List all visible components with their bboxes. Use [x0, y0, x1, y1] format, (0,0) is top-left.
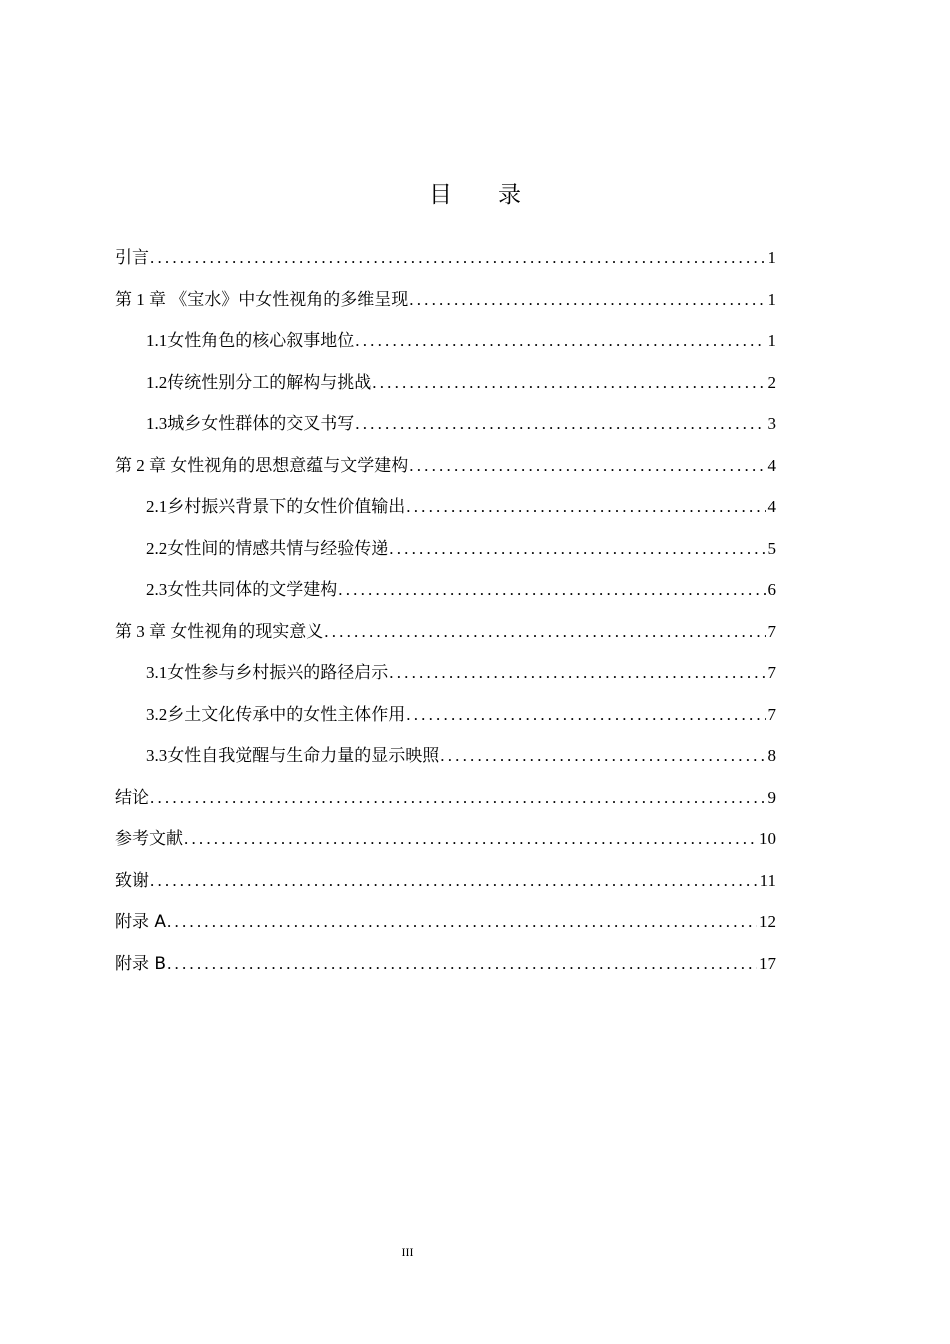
- toc-entry-page: 7: [767, 663, 776, 682]
- toc-entry-page: 4: [767, 497, 776, 516]
- toc-leader-dots: [184, 821, 757, 857]
- toc-entry-label: 城乡女性群体的交叉书写: [167, 414, 355, 434]
- toc-entry-label: 乡土文化传承中的女性主体作用: [167, 704, 406, 725]
- toc-leader-dots: [150, 240, 766, 276]
- toc-entry-acknowledgements[interactable]: [115, 863, 776, 905]
- toc-entry-label: 女性自我觉醒与生命力量的显示映照: [167, 746, 440, 766]
- toc-entry-page: 10: [759, 829, 776, 848]
- toc-entry-section-1-2[interactable]: [115, 365, 776, 407]
- toc-entry-label: 传统性别分工的解构与挑战: [167, 372, 372, 393]
- toc-entry-section-2-3[interactable]: [115, 572, 776, 614]
- toc-entry-page: 12: [759, 912, 776, 931]
- toc-entry-chapter-1[interactable]: [115, 282, 776, 324]
- toc-entry-number: 2.3: [146, 580, 168, 599]
- page-number-footer: III: [401, 1245, 414, 1259]
- toc-leader-dots: [150, 863, 758, 899]
- toc-entry-page: 7: [767, 621, 776, 641]
- toc-entry-page: 1: [767, 331, 776, 350]
- toc-entry-section-3-2[interactable]: [115, 697, 776, 739]
- toc-entry-page: 9: [767, 787, 776, 807]
- toc-leader-dots: [324, 614, 765, 650]
- toc-entry-page: 7: [767, 704, 776, 724]
- toc-leader-dots: [409, 282, 765, 318]
- toc-entry-label: 参考文献: [115, 829, 183, 849]
- toc-leader-dots: [389, 531, 765, 567]
- toc-entry-page: 1: [767, 248, 776, 267]
- table-of-contents: [115, 240, 776, 987]
- toc-leader-dots: [150, 780, 766, 816]
- toc-entry-label: 附录 B: [115, 953, 167, 974]
- toc-entry-number: 2.1: [146, 497, 168, 516]
- toc-entry-section-1-1[interactable]: [115, 323, 776, 365]
- toc-entry-number: 1.1: [146, 331, 168, 350]
- toc-entry-number: 2.2: [146, 538, 168, 558]
- toc-entry-page: 1: [767, 289, 776, 309]
- toc-leader-dots: [167, 946, 757, 982]
- toc-leader-dots: [355, 406, 765, 442]
- toc-entry-section-2-1[interactable]: [115, 489, 776, 531]
- toc-entry-section-1-3[interactable]: [115, 406, 776, 448]
- toc-entry-page: 2: [767, 372, 776, 392]
- toc-entry-number: 第 3 章: [115, 621, 171, 641]
- toc-entry-page: 3: [767, 414, 776, 433]
- toc-leader-dots: [406, 697, 765, 733]
- toc-leader-dots: [409, 448, 765, 484]
- toc-leader-dots: [372, 365, 765, 401]
- toc-leader-dots: [406, 489, 765, 525]
- toc-entry-section-3-1[interactable]: [115, 655, 776, 697]
- toc-entry-chapter-3[interactable]: [115, 614, 776, 656]
- toc-entry-conclusion[interactable]: [115, 780, 776, 822]
- toc-entry-label: 女性视角的思想意蕴与文学建构: [170, 455, 409, 476]
- toc-entry-page: 8: [767, 746, 776, 765]
- toc-entry-number: 3.3: [146, 746, 168, 765]
- toc-entry-label: 《宝水》中女性视角的多维呈现: [170, 289, 409, 310]
- toc-leader-dots: [167, 904, 757, 940]
- toc-entry-introduction[interactable]: [115, 240, 776, 282]
- toc-entry-number: 第 2 章: [115, 455, 171, 475]
- toc-entry-label: 乡村振兴背景下的女性价值输出: [167, 497, 406, 517]
- toc-entry-number: 1.3: [146, 414, 168, 433]
- toc-entry-label: 女性间的情感共情与经验传递: [167, 538, 389, 559]
- toc-entry-label: 结论: [115, 787, 149, 808]
- toc-entry-label: 引言: [115, 248, 149, 268]
- toc-entry-references[interactable]: [115, 821, 776, 863]
- toc-entry-number: 1.2: [146, 372, 168, 392]
- toc-leader-dots: [338, 572, 765, 608]
- toc-entry-chapter-2[interactable]: [115, 448, 776, 490]
- toc-leader-dots: [440, 738, 765, 774]
- toc-entry-section-3-3[interactable]: [115, 738, 776, 780]
- page-title: 目录: [429, 182, 567, 208]
- toc-entry-number: 3.1: [146, 663, 168, 682]
- toc-entry-page: 4: [767, 455, 776, 475]
- toc-entry-label: 附录 A: [115, 912, 167, 932]
- toc-entry-label: 女性角色的核心叙事地位: [167, 331, 355, 351]
- toc-entry-label: 致谢: [115, 870, 149, 891]
- toc-leader-dots: [355, 323, 765, 359]
- toc-entry-page: 11: [759, 870, 776, 890]
- toc-leader-dots: [389, 655, 765, 691]
- toc-entry-page: 6: [767, 580, 776, 599]
- toc-entry-appendix-b[interactable]: [115, 946, 776, 988]
- toc-entry-number: 第 1 章: [115, 289, 171, 309]
- toc-entry-page: 17: [759, 953, 776, 973]
- toc-entry-appendix-a[interactable]: [115, 904, 776, 946]
- toc-entry-section-2-2[interactable]: [115, 531, 776, 573]
- toc-entry-label: 女性视角的现实意义: [170, 621, 324, 642]
- toc-entry-page: 5: [767, 538, 776, 558]
- toc-entry-label: 女性共同体的文学建构: [167, 580, 338, 600]
- toc-entry-number: 3.2: [146, 704, 168, 724]
- toc-entry-label: 女性参与乡村振兴的路径启示: [167, 663, 389, 683]
